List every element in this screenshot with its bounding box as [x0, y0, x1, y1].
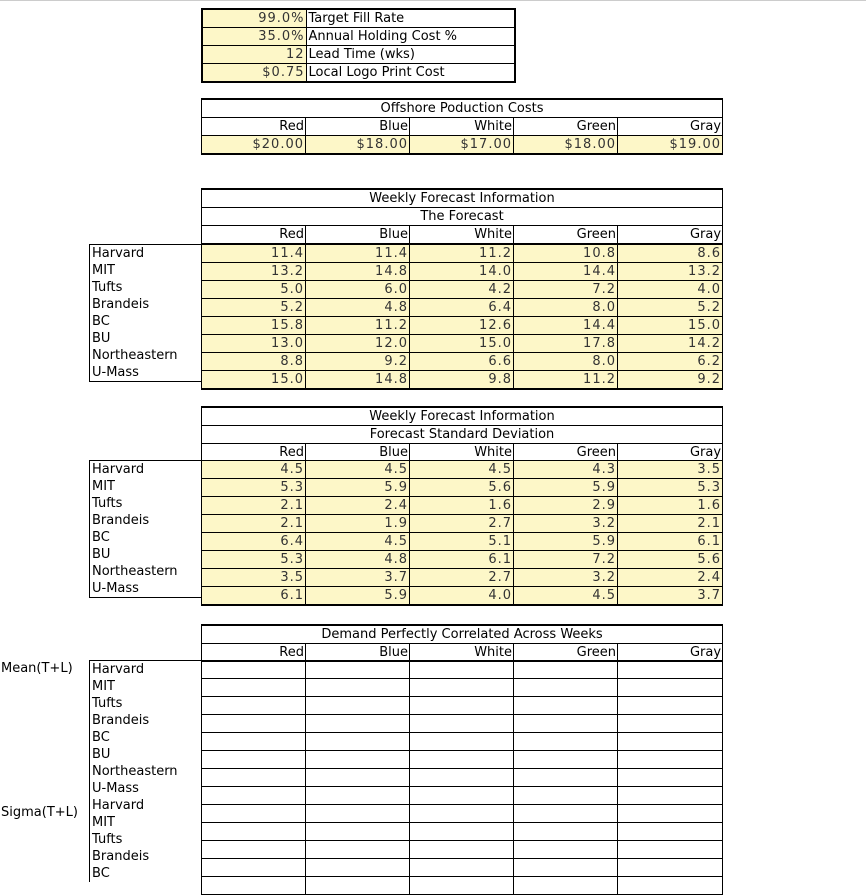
value-cell[interactable]: 6.1 — [410, 551, 514, 569]
value-cell[interactable]: 6.1 — [618, 533, 723, 551]
value-cell[interactable]: 3.2 — [514, 569, 618, 587]
value-cell[interactable]: 5.2 — [202, 299, 306, 317]
school-label: BU — [89, 330, 201, 347]
value-cell[interactable]: 5.6 — [410, 479, 514, 497]
value-cell[interactable]: 6.1 — [202, 587, 306, 606]
empty-row — [202, 715, 723, 733]
school-label: Harvard — [89, 245, 201, 262]
empty-row — [202, 679, 723, 697]
empty-cell[interactable] — [410, 787, 514, 805]
value-row — [202, 497, 723, 515]
param-label: Target Fill Rate — [306, 9, 515, 28]
correlated-header — [201, 624, 723, 662]
empty-cell[interactable] — [202, 697, 306, 715]
color-header-white: White — [410, 226, 514, 244]
school-label: BU — [89, 546, 201, 563]
empty-cell[interactable] — [618, 787, 723, 805]
empty-cell[interactable] — [410, 823, 514, 841]
param-label: Local Logo Print Cost — [306, 64, 515, 83]
empty-cell[interactable] — [514, 715, 618, 733]
value-cell[interactable]: 12.6 — [410, 317, 514, 335]
empty-row — [202, 661, 723, 679]
value-row — [202, 371, 723, 390]
value-row — [202, 533, 723, 551]
value-row — [202, 479, 723, 497]
value-cell[interactable]: 2.7 — [410, 515, 514, 533]
sigma-school-label: Harvard — [89, 797, 201, 814]
value-row — [202, 551, 723, 569]
value-cell[interactable]: 14.8 — [306, 371, 410, 390]
value-cell[interactable]: 14.4 — [514, 317, 618, 335]
school-label: Tufts — [89, 279, 201, 296]
stdev-title: Weekly Forecast Information — [202, 407, 723, 426]
empty-cell[interactable] — [410, 841, 514, 859]
color-header-gray: Gray — [618, 444, 723, 462]
color-header-green: Green — [514, 444, 618, 462]
empty-cell[interactable] — [514, 751, 618, 769]
empty-row — [202, 733, 723, 751]
empty-cell[interactable] — [202, 733, 306, 751]
value-cell[interactable]: 5.1 — [410, 533, 514, 551]
value-cell[interactable]: 15.0 — [410, 335, 514, 353]
empty-cell[interactable] — [306, 751, 410, 769]
color-header-gray: Gray — [618, 644, 723, 662]
value-cell[interactable]: 5.3 — [202, 551, 306, 569]
value-cell[interactable]: 4.3 — [514, 461, 618, 479]
empty-cell[interactable] — [514, 841, 618, 859]
mean-school-label: BC — [89, 729, 201, 746]
empty-cell[interactable] — [306, 715, 410, 733]
param-label: Lead Time (wks) — [306, 46, 515, 64]
empty-row — [202, 805, 723, 823]
empty-row — [202, 787, 723, 805]
value-cell[interactable]: 11.4 — [306, 245, 410, 263]
empty-row — [202, 751, 723, 769]
mean-school-label: Tufts — [89, 695, 201, 712]
stdev-school-labels — [89, 460, 201, 598]
value-cell[interactable]: 2.1 — [202, 497, 306, 515]
color-header-red: Red — [202, 444, 306, 462]
value-cell[interactable]: 2.1 — [202, 515, 306, 533]
value-row — [202, 461, 723, 479]
param-row — [202, 64, 515, 83]
empty-row — [202, 841, 723, 859]
value-cell[interactable]: 15.0 — [202, 371, 306, 390]
value-cell[interactable]: 17.8 — [514, 335, 618, 353]
value-cell[interactable]: 9.2 — [306, 353, 410, 371]
empty-cell[interactable] — [202, 715, 306, 733]
param-row — [202, 28, 515, 46]
value-cell[interactable]: 2.7 — [410, 569, 514, 587]
value-cell[interactable]: 5.3 — [202, 479, 306, 497]
correlated-values-table — [201, 660, 723, 895]
offshore-cost-cell[interactable]: $17.00 — [410, 136, 514, 155]
school-label: Northeastern — [89, 563, 201, 580]
value-row — [202, 245, 723, 263]
forecast-title: Weekly Forecast Information — [202, 189, 723, 208]
mean-school-label: U-Mass — [89, 780, 201, 797]
value-cell[interactable]: 13.0 — [202, 335, 306, 353]
color-header-white: White — [410, 644, 514, 662]
value-cell[interactable]: 8.0 — [514, 353, 618, 371]
empty-cell[interactable] — [618, 697, 723, 715]
value-cell[interactable]: 5.9 — [306, 587, 410, 606]
empty-cell[interactable] — [514, 661, 618, 679]
value-cell[interactable]: 4.8 — [306, 551, 410, 569]
mean-school-label: Harvard — [89, 661, 201, 678]
empty-cell[interactable] — [410, 661, 514, 679]
value-cell[interactable]: 3.2 — [514, 515, 618, 533]
empty-cell[interactable] — [202, 823, 306, 841]
value-cell[interactable]: 1.6 — [410, 497, 514, 515]
value-cell[interactable]: 5.0 — [202, 281, 306, 299]
value-cell[interactable]: 5.2 — [618, 299, 723, 317]
school-label: BC — [89, 529, 201, 546]
school-label: Harvard — [89, 461, 201, 478]
school-label: U-Mass — [89, 364, 201, 381]
sigma-label: Sigma(T+L) — [1, 805, 78, 820]
value-cell[interactable]: 7.2 — [514, 281, 618, 299]
value-cell[interactable]: 3.5 — [202, 569, 306, 587]
empty-cell[interactable] — [618, 769, 723, 787]
empty-cell[interactable] — [618, 805, 723, 823]
value-row — [202, 353, 723, 371]
sigma-school-label: Brandeis — [89, 848, 201, 865]
sigma-school-label: MIT — [89, 814, 201, 831]
empty-cell[interactable] — [202, 751, 306, 769]
empty-cell[interactable] — [618, 841, 723, 859]
param-value[interactable]: 35.0% — [202, 28, 306, 46]
value-cell[interactable]: 5.9 — [306, 479, 410, 497]
color-header-blue: Blue — [306, 644, 410, 662]
empty-cell[interactable] — [306, 661, 410, 679]
param-label: Annual Holding Cost % — [306, 28, 515, 46]
empty-cell[interactable] — [410, 679, 514, 697]
mean-school-label: BU — [89, 746, 201, 763]
empty-cell[interactable] — [618, 823, 723, 841]
color-header-gray: Gray — [618, 226, 723, 244]
empty-row — [202, 697, 723, 715]
value-cell[interactable]: 14.2 — [618, 335, 723, 353]
empty-cell[interactable] — [514, 787, 618, 805]
value-cell[interactable]: 14.4 — [514, 263, 618, 281]
value-cell[interactable]: 9.8 — [410, 371, 514, 390]
value-cell[interactable]: 5.6 — [618, 551, 723, 569]
value-cell[interactable]: 6.2 — [618, 353, 723, 371]
color-header-blue: Blue — [306, 226, 410, 244]
value-cell[interactable]: 5.3 — [618, 479, 723, 497]
color-header-green: Green — [514, 644, 618, 662]
empty-cell[interactable] — [514, 679, 618, 697]
mean-school-label: Brandeis — [89, 712, 201, 729]
color-header-red: Red — [202, 644, 306, 662]
school-label: Tufts — [89, 495, 201, 512]
sigma-school-label: BC — [89, 865, 201, 882]
mean-school-label: MIT — [89, 678, 201, 695]
empty-cell[interactable] — [202, 859, 306, 877]
value-row — [202, 335, 723, 353]
param-row — [202, 9, 515, 28]
value-row — [202, 299, 723, 317]
value-cell[interactable]: 4.8 — [306, 299, 410, 317]
value-cell[interactable]: 8.6 — [618, 245, 723, 263]
school-label: BC — [89, 313, 201, 330]
value-cell[interactable]: 4.5 — [202, 461, 306, 479]
value-cell[interactable]: 4.0 — [618, 281, 723, 299]
empty-row — [202, 823, 723, 841]
value-cell[interactable]: 6.0 — [306, 281, 410, 299]
school-label: MIT — [89, 262, 201, 279]
empty-cell[interactable] — [618, 679, 723, 697]
value-cell[interactable]: 6.6 — [410, 353, 514, 371]
offshore-cost-cell[interactable]: $20.00 — [202, 136, 306, 155]
value-cell[interactable]: 2.4 — [306, 497, 410, 515]
value-row — [202, 569, 723, 587]
forecast-subtitle: The Forecast — [202, 208, 723, 226]
empty-cell[interactable] — [202, 787, 306, 805]
empty-row — [202, 769, 723, 787]
stdev-subtitle: Forecast Standard Deviation — [202, 426, 723, 444]
offshore-title: Offshore Poduction Costs — [202, 99, 723, 118]
empty-cell[interactable] — [202, 679, 306, 697]
empty-cell[interactable] — [514, 733, 618, 751]
empty-cell[interactable] — [514, 769, 618, 787]
color-header-red: Red — [202, 226, 306, 244]
empty-cell[interactable] — [202, 805, 306, 823]
correlated-school-labels — [89, 660, 201, 882]
forecast-header — [201, 188, 723, 244]
param-value[interactable]: 12 — [202, 46, 306, 64]
value-cell[interactable]: 10.8 — [514, 245, 618, 263]
stdev-header — [201, 406, 723, 462]
value-cell[interactable]: 1.9 — [306, 515, 410, 533]
empty-cell[interactable] — [202, 661, 306, 679]
value-cell[interactable]: 15.8 — [202, 317, 306, 335]
school-label: MIT — [89, 478, 201, 495]
value-cell[interactable]: 5.9 — [514, 533, 618, 551]
empty-cell[interactable] — [306, 697, 410, 715]
color-header-green: Green — [514, 118, 618, 136]
empty-cell[interactable] — [618, 859, 723, 877]
empty-cell[interactable] — [202, 769, 306, 787]
forecast-values-table — [201, 244, 723, 390]
sigma-school-label: Tufts — [89, 831, 201, 848]
color-header-white: White — [410, 444, 514, 462]
empty-cell[interactable] — [306, 841, 410, 859]
value-cell[interactable]: 8.0 — [514, 299, 618, 317]
empty-cell[interactable] — [410, 751, 514, 769]
empty-cell[interactable] — [618, 661, 723, 679]
value-cell[interactable]: 15.0 — [618, 317, 723, 335]
value-cell[interactable]: 1.6 — [618, 497, 723, 515]
empty-cell[interactable] — [618, 715, 723, 733]
empty-cell[interactable] — [306, 859, 410, 877]
value-cell[interactable]: 13.2 — [202, 263, 306, 281]
value-cell[interactable]: 4.5 — [410, 461, 514, 479]
empty-cell[interactable] — [410, 769, 514, 787]
value-cell[interactable]: 14.0 — [410, 263, 514, 281]
value-cell[interactable]: 3.5 — [618, 461, 723, 479]
value-row — [202, 317, 723, 335]
empty-cell[interactable] — [618, 751, 723, 769]
empty-cell[interactable] — [410, 733, 514, 751]
value-row — [202, 263, 723, 281]
empty-cell[interactable] — [410, 805, 514, 823]
value-cell[interactable]: 8.8 — [202, 353, 306, 371]
empty-cell[interactable] — [202, 841, 306, 859]
sheet-top-border — [0, 0, 866, 4]
value-cell[interactable]: 2.1 — [618, 515, 723, 533]
value-cell[interactable]: 14.8 — [306, 263, 410, 281]
value-cell[interactable]: 2.4 — [618, 569, 723, 587]
value-cell[interactable]: 3.7 — [618, 587, 723, 606]
school-label: Brandeis — [89, 512, 201, 529]
value-cell[interactable]: 12.0 — [306, 335, 410, 353]
param-value[interactable]: $0.75 — [202, 64, 306, 83]
value-cell[interactable]: 4.0 — [410, 587, 514, 606]
school-label: Brandeis — [89, 296, 201, 313]
value-row — [202, 515, 723, 533]
param-row — [202, 46, 515, 64]
parameters-table — [201, 8, 516, 83]
stdev-values-table — [201, 460, 723, 606]
empty-cell[interactable] — [306, 805, 410, 823]
empty-cell[interactable] — [306, 769, 410, 787]
value-cell[interactable]: 3.7 — [306, 569, 410, 587]
offshore-cost-cell[interactable]: $18.00 — [306, 136, 410, 155]
value-cell[interactable]: 13.2 — [618, 263, 723, 281]
value-cell[interactable]: 11.2 — [306, 317, 410, 335]
value-cell[interactable]: 11.4 — [202, 245, 306, 263]
empty-row — [202, 859, 723, 877]
mean-school-label: Northeastern — [89, 763, 201, 780]
color-header-gray: Gray — [618, 118, 723, 136]
offshore-costs-table — [201, 98, 723, 155]
value-row — [202, 587, 723, 606]
empty-cell[interactable] — [514, 823, 618, 841]
empty-cell[interactable] — [306, 733, 410, 751]
empty-cell[interactable] — [618, 733, 723, 751]
value-cell[interactable]: 4.5 — [306, 533, 410, 551]
value-cell[interactable]: 5.9 — [514, 479, 618, 497]
value-cell[interactable]: 11.2 — [514, 371, 618, 390]
forecast-school-labels — [89, 244, 201, 382]
offshore-cost-cell[interactable]: $19.00 — [618, 136, 723, 155]
mean-label: Mean(T+L) — [1, 661, 73, 676]
value-cell[interactable]: 7.2 — [514, 551, 618, 569]
value-cell[interactable]: 9.2 — [618, 371, 723, 390]
empty-cell[interactable] — [514, 805, 618, 823]
value-cell[interactable]: 6.4 — [410, 299, 514, 317]
param-value[interactable]: 99.0% — [202, 9, 306, 28]
color-header-white: White — [410, 118, 514, 136]
value-row — [202, 281, 723, 299]
empty-cell[interactable] — [514, 697, 618, 715]
color-header-blue: Blue — [306, 444, 410, 462]
value-cell[interactable]: 4.5 — [306, 461, 410, 479]
empty-cell[interactable] — [410, 859, 514, 877]
color-header-red: Red — [202, 118, 306, 136]
color-header-blue: Blue — [306, 118, 410, 136]
school-label: U-Mass — [89, 580, 201, 597]
empty-cell[interactable] — [306, 787, 410, 805]
color-header-green: Green — [514, 226, 618, 244]
value-cell[interactable]: 4.5 — [514, 587, 618, 606]
empty-cell[interactable] — [306, 679, 410, 697]
value-cell[interactable]: 11.2 — [410, 245, 514, 263]
school-label: Northeastern — [89, 347, 201, 364]
value-cell[interactable]: 2.9 — [514, 497, 618, 515]
correlated-title: Demand Perfectly Correlated Across Weeks — [202, 625, 723, 644]
empty-cell[interactable] — [410, 715, 514, 733]
empty-cell[interactable] — [514, 859, 618, 877]
value-cell[interactable]: 4.2 — [410, 281, 514, 299]
offshore-cost-cell[interactable]: $18.00 — [514, 136, 618, 155]
value-cell[interactable]: 6.4 — [202, 533, 306, 551]
empty-cell[interactable] — [410, 697, 514, 715]
empty-cell[interactable] — [306, 823, 410, 841]
